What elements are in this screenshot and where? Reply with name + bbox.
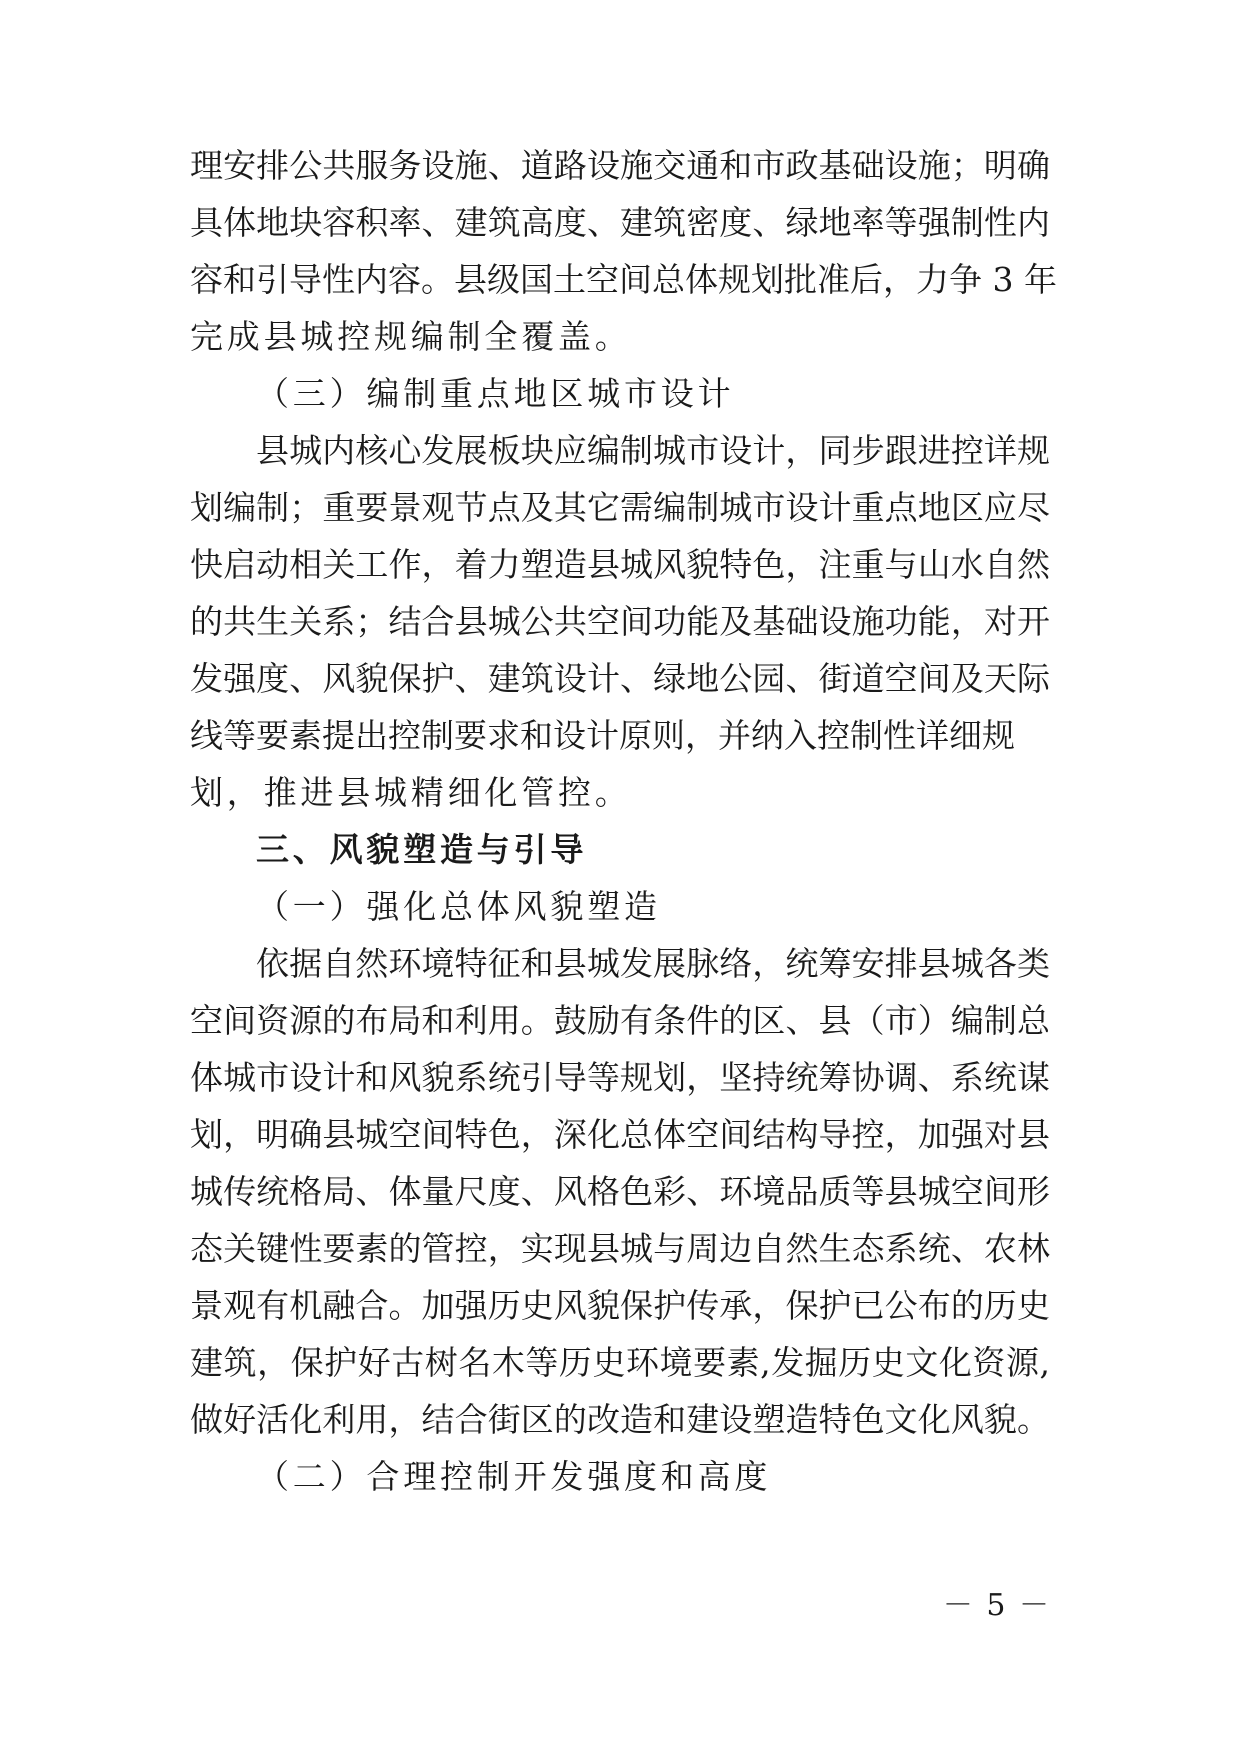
body-text-line: 做好活化利用，结合街区的改造和建设塑造特色文化风貌。 [190,1400,1050,1439]
body-text-line: 具体地块容积率、建筑高度、建筑密度、绿地率等强制性内 [190,203,1050,242]
subsection-heading: （三）编制重点地区城市设计 [256,374,735,413]
body-text-line: 理安排公共服务设施、道路设施交通和市政基础设施；明确 [190,146,1050,185]
body-text-line: 景观有机融合。加强历史风貌保护传承，保护已公布的历史 [190,1286,1050,1325]
body-text-line: 建筑，保护好古树名木等历史环境要素,发掘历史文化资源, [190,1343,1050,1382]
body-text-line: 发强度、风貌保护、建筑设计、绿地公园、街道空间及天际 [190,659,1050,698]
subsection-heading: （二）合理控制开发强度和高度 [256,1457,772,1496]
body-text-line: 态关键性要素的管控，实现县城与周边自然生态系统、农林 [190,1229,1050,1268]
body-text-line: 划编制；重要景观节点及其它需编制城市设计重点地区应尽 [190,488,1050,527]
body-text-line: 城传统格局、体量尺度、风格色彩、环境品质等县城空间形 [190,1172,1050,1211]
body-text-line: 容和引导性内容。县级国土空间总体规划批准后，力争 3 年 [190,260,1057,299]
body-text-line: 划，明确县城空间特色，深化总体空间结构导控，加强对县 [190,1115,1050,1154]
body-text-line: 完成县城控规编制全覆盖。 [190,317,632,356]
subsection-heading: （一）强化总体风貌塑造 [256,887,661,926]
body-text-line: 县城内核心发展板块应编制城市设计，同步跟进控详规 [256,431,1050,470]
section-heading: 三、风貌塑造与引导 [256,830,588,869]
body-text-line: 线等要素提出控制要求和设计原则，并纳入控制性详细规 [190,716,1015,755]
body-text-line: 依据自然环境特征和县城发展脉络，统筹安排县城各类 [256,944,1050,983]
body-text-line: 快启动相关工作，着力塑造县城风貌特色，注重与山水自然 [190,545,1050,584]
page-number: － 5 － [942,1588,1051,1623]
body-text-line: 体城市设计和风貌系统引导等规划，坚持统筹协调、系统谋 [190,1058,1050,1097]
body-text-line: 空间资源的布局和利用。鼓励有条件的区、县（市）编制总 [190,1001,1050,1040]
body-text-line: 划，推进县城精细化管控。 [190,773,632,812]
body-text-line: 的共生关系；结合县城公共空间功能及基础设施功能，对开 [190,602,1050,641]
